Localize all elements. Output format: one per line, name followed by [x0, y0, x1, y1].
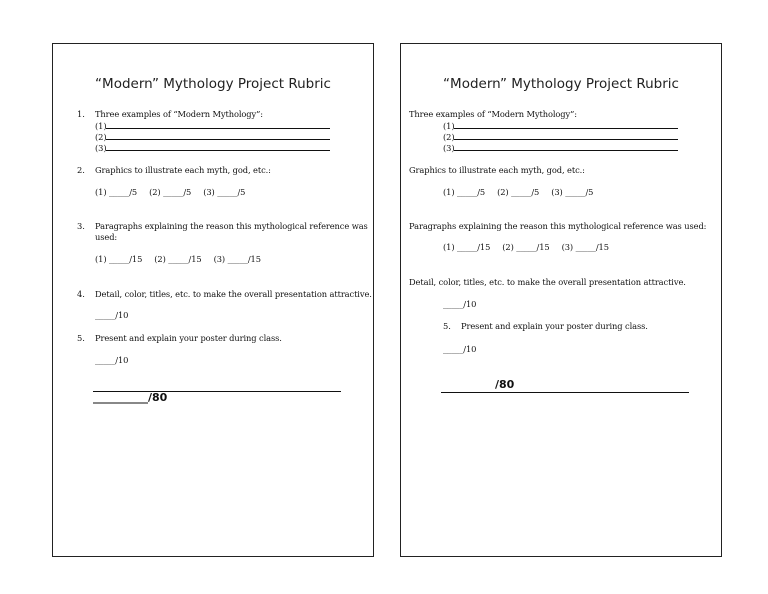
- rubric-page-right: [400, 43, 722, 557]
- item5-text: Present and explain your poster during class.: [95, 333, 282, 343]
- item-number: 2.: [77, 165, 85, 175]
- item2-text: Graphics to illustrate each myth, god, etc.:: [409, 165, 585, 175]
- item1-text: Three examples of “Modern Mythology”:: [95, 109, 263, 119]
- page-title: “Modern” Mythology Project Rubric: [95, 76, 331, 92]
- blank-line: [106, 131, 330, 140]
- blank-line: [106, 120, 330, 129]
- score-field: (1) _____/5: [95, 187, 138, 197]
- item5-score: _____/10: [95, 355, 129, 365]
- item5-score: _____/10: [443, 344, 477, 354]
- score-field: (1) _____/15: [95, 254, 143, 264]
- blank-line: [454, 120, 678, 129]
- item3-text: Paragraphs explaining the reason this mythological reference was: [95, 221, 368, 231]
- blank-line: [454, 142, 678, 151]
- item3-text-cont: used:: [95, 232, 118, 242]
- item2-scores: [443, 187, 605, 198]
- score-field: (2) _____/5: [149, 187, 192, 197]
- item3-text: Paragraphs explaining the reason this mythological reference was used:: [409, 221, 707, 231]
- example-label: (2): [95, 132, 107, 142]
- score-field: (1) _____/15: [443, 242, 491, 252]
- blank-line: [454, 131, 678, 140]
- item-number: 4.: [77, 289, 85, 299]
- item2-text: Graphics to illustrate each myth, god, etc.:: [95, 165, 271, 175]
- page-title: “Modern” Mythology Project Rubric: [443, 76, 679, 92]
- item4-score: _____/10: [95, 310, 129, 320]
- total-rule: [441, 392, 689, 393]
- example-label: (3): [443, 143, 455, 153]
- score-field: (3) _____/5: [203, 187, 246, 197]
- total-label: /80: [148, 391, 168, 404]
- item-number: 3.: [77, 221, 85, 231]
- score-field: (1) _____/5: [443, 187, 486, 197]
- example-label: (2): [443, 132, 455, 142]
- score-field: (2) _____/15: [154, 254, 202, 264]
- example-label: (1): [443, 121, 455, 131]
- item3-scores: [95, 254, 273, 265]
- item4-text: Detail, color, titles, etc. to make the overall presentation attractive.: [95, 289, 372, 299]
- example-label: (1): [95, 121, 107, 131]
- total-score: [93, 391, 167, 404]
- score-field: (3) _____/15: [213, 254, 261, 264]
- item1-text: Three examples of “Modern Mythology”:: [409, 109, 577, 119]
- score-field: (3) _____/15: [561, 242, 609, 252]
- item4-score: _____/10: [443, 299, 477, 309]
- blank-line: [106, 142, 330, 151]
- item-number: 5.: [77, 333, 85, 343]
- score-field: (2) _____/5: [497, 187, 540, 197]
- example-label: (3): [95, 143, 107, 153]
- total-label: /80: [495, 378, 515, 391]
- rubric-page-left: [52, 43, 374, 557]
- item4-text: Detail, color, titles, etc. to make the overall presentation attractive.: [409, 277, 686, 287]
- example-line-3: [443, 142, 678, 154]
- score-field: (2) _____/15: [502, 242, 550, 252]
- item-number: 1.: [77, 109, 85, 119]
- item3-scores: [443, 242, 621, 253]
- example-line-3: [95, 142, 330, 154]
- item-number: 5.: [443, 321, 451, 331]
- item2-scores: [95, 187, 257, 198]
- total-blank: __________: [93, 391, 148, 404]
- item5-text: Present and explain your poster during class.: [461, 321, 648, 331]
- score-field: (3) _____/5: [551, 187, 594, 197]
